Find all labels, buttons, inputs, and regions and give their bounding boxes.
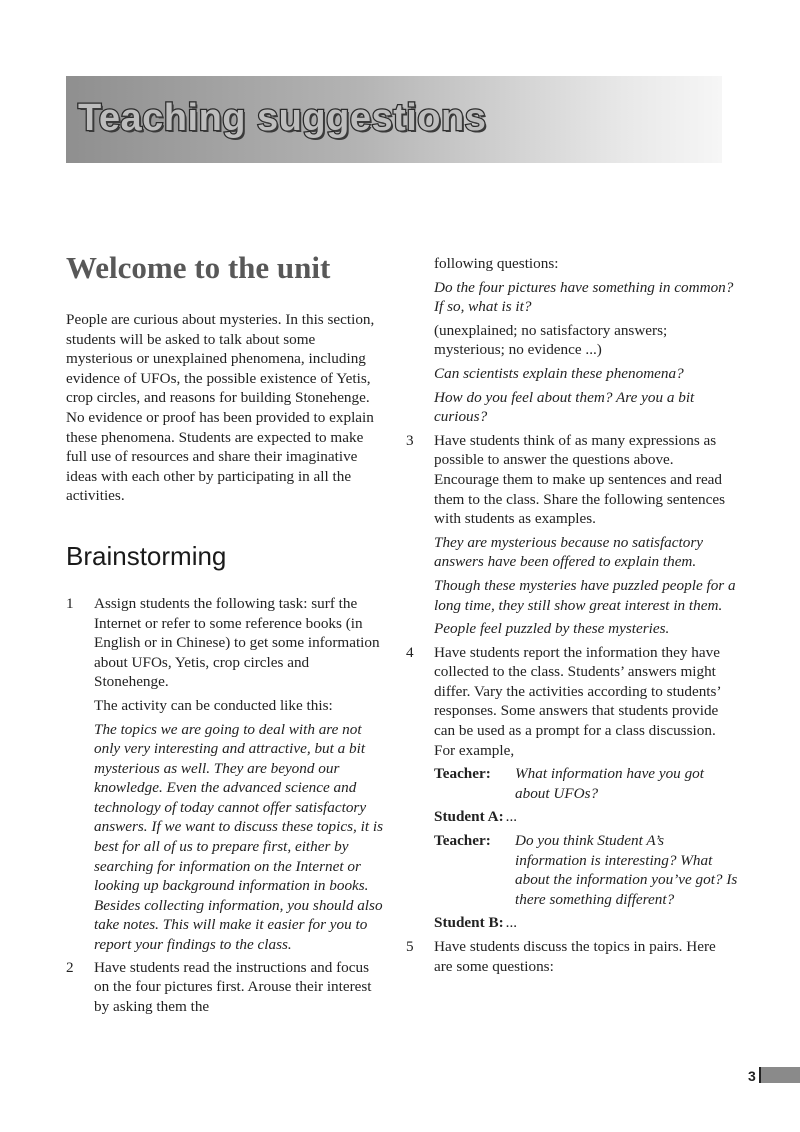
item-text: Have students think of as many expressions as possible to answer the questions above. Encourage them to make up sentences and read them to the class. Share the following sentences with students as examples.: [434, 431, 726, 528]
item-lead: The activity can be conducted like this:: [94, 696, 333, 714]
section-heading: Welcome to the unit: [66, 250, 331, 285]
item-number: 4: [406, 643, 414, 661]
list-item-4: [406, 643, 738, 933]
speaker: Student A:: [434, 808, 504, 826]
question-3: How do you feel about them? Are you a bit curious?: [434, 388, 695, 426]
question-1: Do the four pictures have something in common? If so, what is it?: [434, 278, 734, 316]
item-number: 2: [66, 958, 74, 976]
dialogue-line: [406, 831, 738, 909]
item-text: Have students report the information they have collected to the class. Students’ answers might differ. Vary the activities according to students’ responses. Some answers that students provide can be used as a prompt for a class discussion. For example,: [434, 643, 721, 759]
item-quote: The topics we are going to deal with are not only very interesting and attractive, but a bit mysterious as well. They are beyond our knowledge. Even the advanced science and technology of today cannot offer satisfactory answers. If we want to discuss these topics, it is best for all of us to prepare first, either by searching for information on the Internet or looking up background information in books. Besides collecting information, you should also take notes. This will make it easier for you to report your findings to the class.: [94, 720, 383, 954]
example-1: They are mysterious because no satisfactory answers have been offered to explain them.: [434, 533, 703, 571]
item-number: 5: [406, 938, 414, 955]
list-item-1: [66, 594, 384, 955]
dialogue-line: [406, 913, 738, 933]
dialogue-line: [406, 807, 738, 827]
page-number: 3: [748, 1068, 756, 1084]
example-2: Though these mysteries have puzzled people for a long time, they still show great interest in them.: [434, 576, 736, 614]
left-column: [66, 248, 384, 1019]
header-banner: [66, 76, 722, 163]
list-item-5: [406, 937, 738, 976]
dialogue-line: [406, 764, 738, 803]
list-item-3: [406, 431, 738, 639]
item-text: Have students read the instructions and focus on the four pictures first. Arouse their interest by asking them the: [94, 958, 372, 1015]
page-marker-bar: [761, 1067, 800, 1083]
line: What information have you got about UFOs?: [515, 765, 704, 802]
intro-paragraph: People are curious about mysteries. In this section, students will be asked to talk about some mysterious or unexplained phenomena, including evidence of UFOs, the possible existence of Yetis, crop circles, and reasons for building Stonehenge. No evidence or proof has been provided to explain these phenomena. Students are expected to make full use of resources and share their imaginative ideas with each other by participating in all the activities.: [66, 311, 375, 505]
question-2: Can scientists explain these phenomena?: [434, 364, 684, 382]
line: Do you think Student A’s information is interesting? What about the information you’ve got? Is there something different?: [515, 832, 738, 908]
line: ...: [505, 914, 518, 932]
subheading-brainstorming: Brainstorming: [66, 540, 227, 571]
right-column: [406, 254, 738, 979]
speaker: Teacher:: [434, 832, 491, 850]
banner-title: Teaching suggestions: [78, 97, 487, 139]
item-text: Have students discuss the topics in pairs. Here are some questions:: [434, 938, 716, 975]
item-number: 3: [406, 431, 414, 449]
item-number: 1: [66, 594, 74, 612]
line: ...: [505, 808, 518, 826]
example-3: People feel puzzled by these mysteries.: [434, 620, 670, 638]
list-item-2: [66, 958, 384, 1017]
item-text: Assign students the following task: surf the Internet or refer to some reference books (in English or in Chinese) to get some information about UFOs, Yetis, crop circles and Stonehenge.: [94, 594, 380, 691]
speaker: Teacher:: [434, 765, 491, 783]
speaker: Student B:: [434, 914, 504, 932]
answer-1: (unexplained; no satisfactory answers; mysterious; no evidence ...): [434, 321, 668, 359]
continued-text: following questions:: [434, 255, 559, 272]
